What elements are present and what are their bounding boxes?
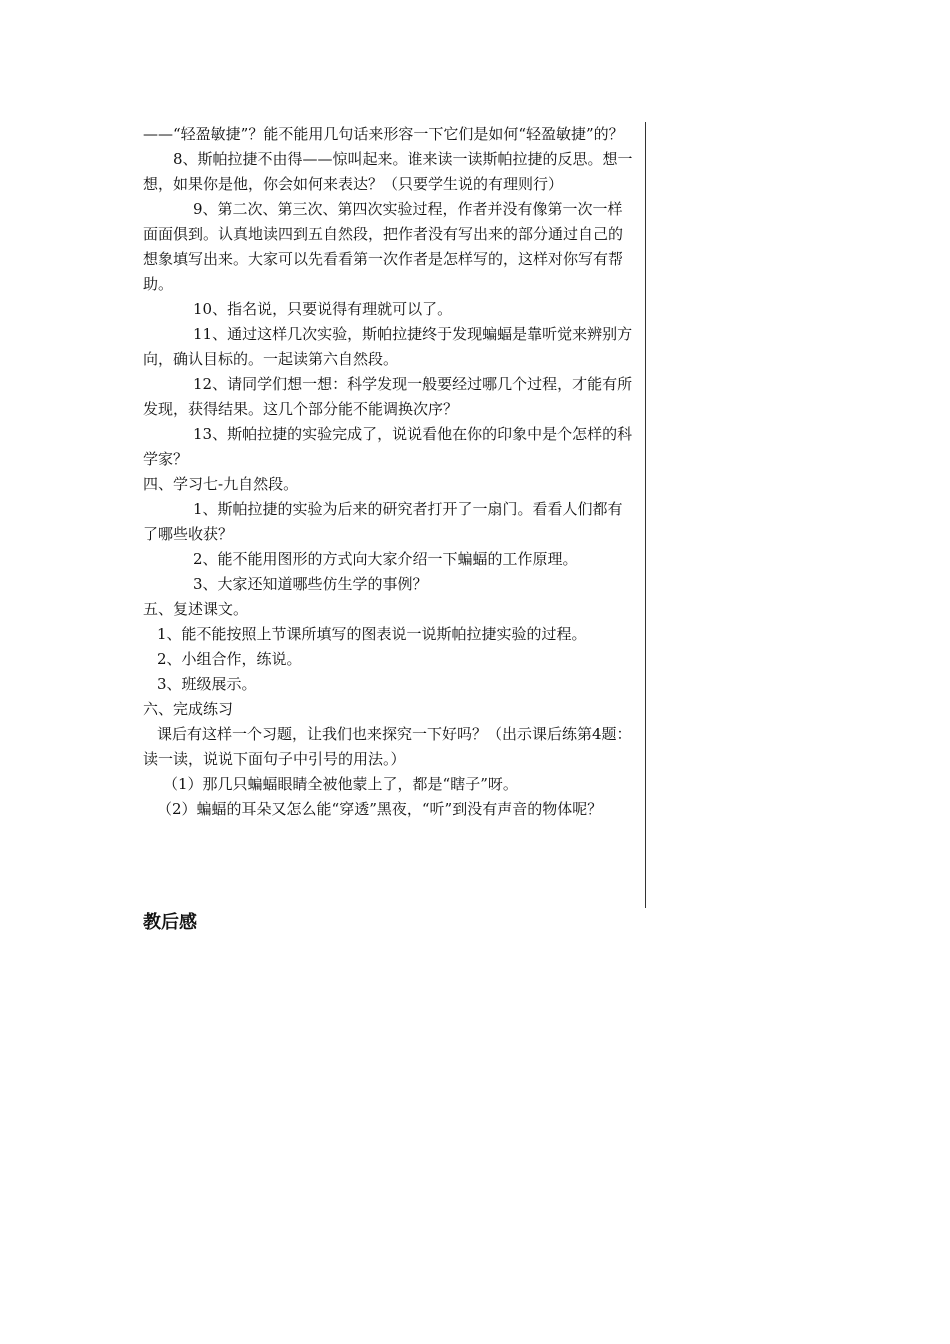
lesson-paragraph: （2）蝙蝠的耳朵又怎么能“穿透”黑夜，“听”到没有声音的物体呢？	[157, 800, 603, 818]
lesson-paragraph: 五、复述课文。	[143, 600, 249, 618]
lesson-paragraph: 3、大家还知道哪些仿生学的事例？	[193, 575, 428, 593]
lesson-paragraph: 课后有这样一个习题，让我们也来探究一下好吗？（出示课后练第4题：读一读，说说下面句子中引号的用法。）	[143, 725, 632, 768]
lesson-body	[143, 122, 637, 822]
lesson-paragraph: 2、能不能用图形的方式向大家介绍一下蝙蝠的工作原理。	[193, 550, 578, 568]
lesson-paragraph: 2、小组合作，练说。	[157, 650, 302, 668]
lesson-paragraph: 8、斯帕拉捷不由得——惊叫起来。谁来读一读斯帕拉捷的反思。想一想，如果你是他，你会如何来表达？（只要学生说的有理则行）	[143, 150, 633, 193]
lesson-paragraph: 四、学习七-九自然段。	[143, 475, 299, 493]
lesson-paragraph: 3、班级展示。	[157, 675, 257, 693]
lesson-paragraph: 12、请同学们想一想：科学发现一般要经过哪几个过程，才能有所发现，获得结果。这几个部分能不能调换次序？	[143, 375, 633, 418]
reflection-heading: 教后感	[143, 912, 197, 933]
lesson-paragraph: 10、指名说，只要说得有理就可以了。	[193, 300, 453, 318]
lesson-paragraph: 1、能不能按照上节课所填写的图表说一说斯帕拉捷实验的过程。	[157, 625, 587, 643]
lesson-paragraph: 13、斯帕拉捷的实验完成了，说说看他在你的印象中是个怎样的科学家？	[143, 425, 633, 468]
lesson-paragraph: 六、完成练习	[143, 700, 234, 718]
lesson-paragraph: 9、第二次、第三次、第四次实验过程，作者并没有像第一次一样面面俱到。认真地读四到五自然段，把作者没有写出来的部分通过自己的想象填写出来。大家可以先看看第一次作者是怎样写的，这样对你写有帮助。	[143, 200, 624, 293]
lesson-paragraph: 1、斯帕拉捷的实验为后来的研究者打开了一扇门。看看人们都有了哪些收获？	[143, 500, 623, 543]
table-border-line	[645, 122, 646, 908]
lesson-paragraph: 11、通过这样几次实验，斯帕拉捷终于发现蝙蝠是靠听觉来辨别方向，确认目标的。一起读第六自然段。	[143, 325, 633, 368]
lesson-paragraph: ——“轻盈敏捷”？能不能用几句话来形容一下它们是如何“轻盈敏捷”的？	[143, 125, 624, 143]
lesson-paragraph: （1）那几只蝙蝠眼睛全被他蒙上了，都是“瞎子”呀。	[163, 775, 518, 793]
